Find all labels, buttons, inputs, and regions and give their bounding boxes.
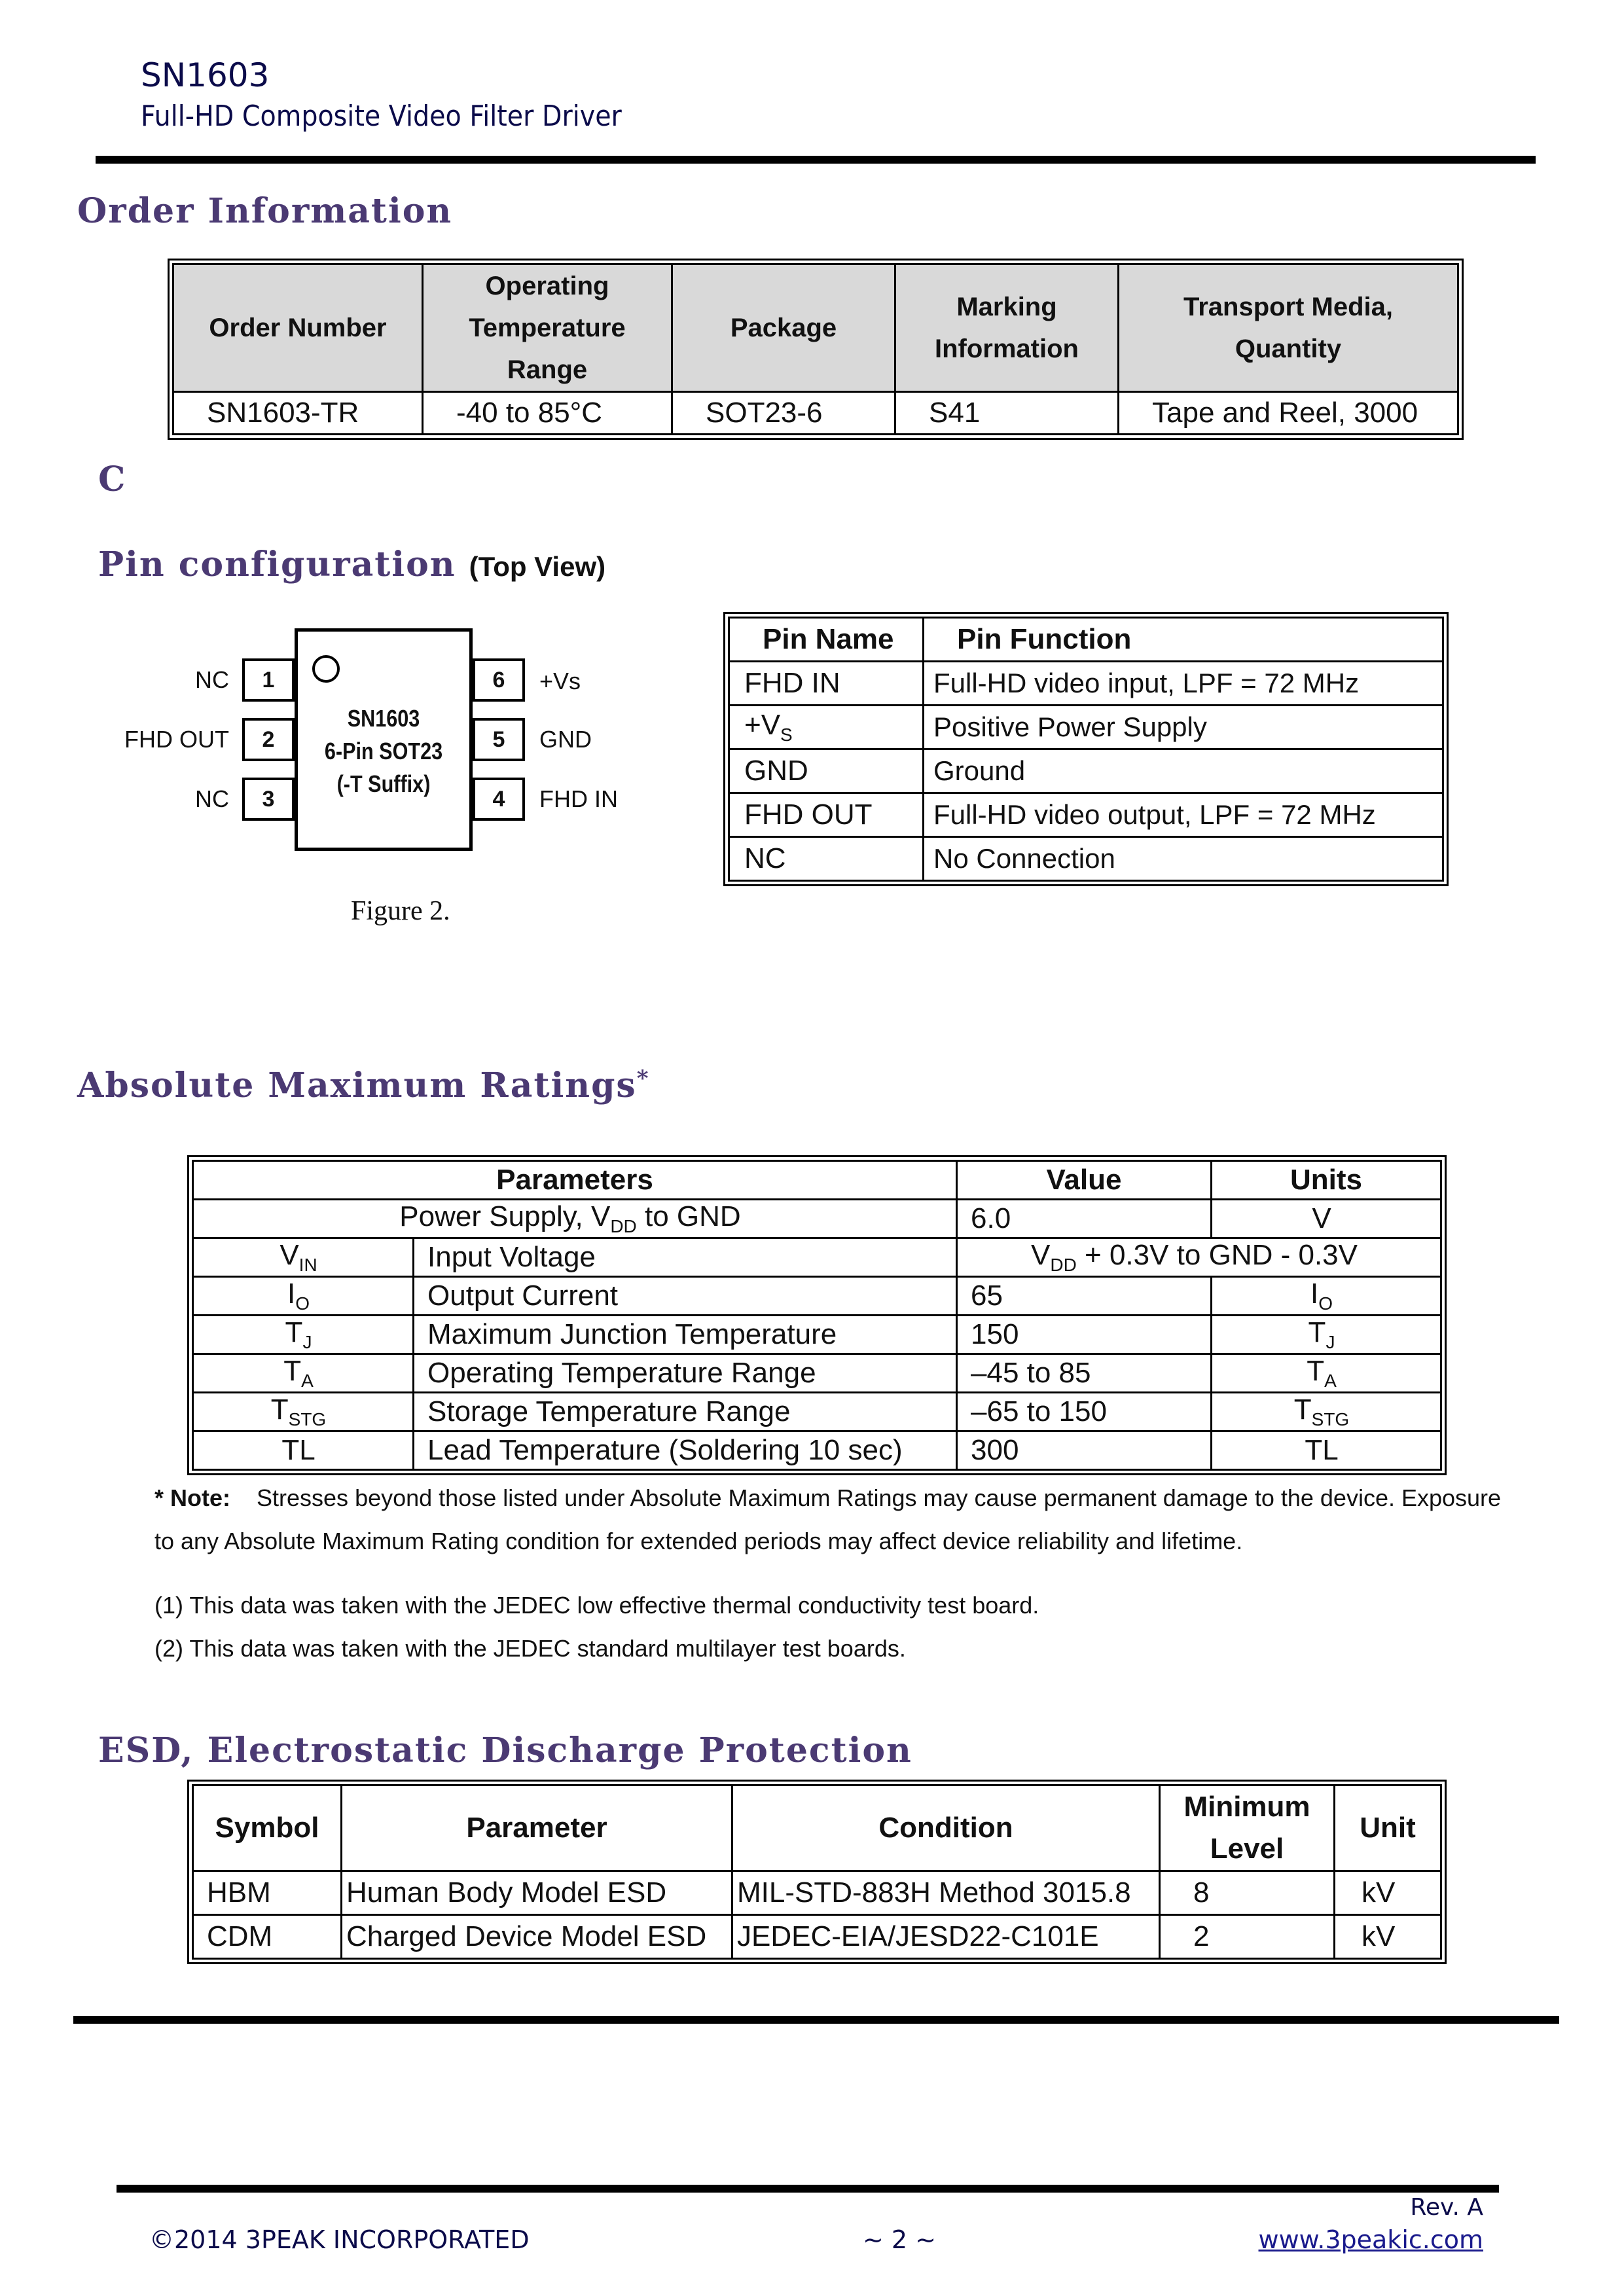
- table-row: [193, 1871, 1441, 1915]
- order-number-cell: SN1603-TR: [173, 392, 423, 435]
- pin-name-cell: NC: [729, 837, 924, 881]
- pin-6: 6: [473, 658, 525, 702]
- pin1-marker-icon: [312, 655, 340, 683]
- esd-header-row: [193, 1785, 1441, 1871]
- table-row: [729, 706, 1443, 749]
- pin-6-label: +Vs: [539, 668, 581, 694]
- footnote-1: (1) This data was taken with the JEDEC low effective thermal conductivity test board.: [154, 1592, 1039, 1619]
- symbol-cell: TL: [193, 1431, 414, 1470]
- symbol-text: T: [285, 1316, 303, 1349]
- symbol-subscript: A: [301, 1370, 314, 1391]
- supply-param-subscript: DD: [610, 1215, 637, 1236]
- col-symbol: Symbol: [193, 1785, 342, 1871]
- col-parameters: Parameters: [193, 1161, 957, 1200]
- symbol-text: T: [283, 1355, 302, 1388]
- pin-2-label: FHD OUT: [124, 726, 229, 753]
- pin-function-cell: No Connection: [924, 837, 1443, 881]
- value-cell: –45 to 85: [957, 1354, 1212, 1393]
- col-condition: Condition: [732, 1785, 1160, 1871]
- table-row: [173, 392, 1458, 435]
- transport-cell: Tape and Reel, 3000: [1119, 392, 1458, 435]
- footer-copyright: ©2014 3PEAK INCORPORATED: [149, 2225, 530, 2254]
- stray-heading-letter: C: [98, 459, 127, 499]
- unit-subscript: A: [1324, 1370, 1337, 1391]
- amr-heading: [77, 1066, 650, 1105]
- col-pin-name: Pin Name: [729, 618, 924, 662]
- esd-condition-cell: JEDEC-EIA/JESD22-C101E: [732, 1915, 1160, 1959]
- unit-cell: [1212, 1354, 1441, 1393]
- value-suffix: + 0.3V to GND - 0.3V: [1076, 1239, 1358, 1272]
- col-temperature: [423, 264, 672, 392]
- pin-function-cell: Ground: [924, 749, 1443, 793]
- pin-function-cell: Full-HD video input, LPF = 72 MHz: [924, 662, 1443, 706]
- order-table-header-row: [173, 264, 1458, 392]
- pin-function-table: [728, 617, 1444, 882]
- esd-level-cell: 8: [1160, 1871, 1335, 1915]
- unit-subscript: STG: [1311, 1408, 1350, 1429]
- col-marking-line2: Information: [935, 334, 1079, 363]
- parameter-cell: Maximum Junction Temperature: [414, 1316, 957, 1354]
- pin-name-cell: GND: [729, 749, 924, 793]
- pin-config-title: Pin configuration: [98, 545, 456, 584]
- pin-5: 5: [473, 718, 525, 761]
- chip-label-line2: 6-Pin SOT23: [324, 738, 443, 764]
- footer-revision: Rev. A: [1410, 2194, 1483, 2221]
- esd-table: [192, 1784, 1442, 1960]
- symbol-subscript: STG: [288, 1408, 327, 1429]
- amr-note: [154, 1477, 1568, 1563]
- symbol-cell: [193, 1354, 414, 1393]
- amr-title: Absolute Maximum Ratings: [77, 1066, 637, 1105]
- pin-4: 4: [473, 778, 525, 821]
- symbol-subscript: O: [295, 1293, 310, 1314]
- order-info-heading: Order Information: [77, 191, 453, 231]
- esd-heading: ESD, Electrostatic Discharge Protection: [98, 1731, 912, 1770]
- pin-name-cell: FHD OUT: [729, 793, 924, 837]
- unit-text: I: [1310, 1278, 1319, 1310]
- document-subtitle: Full-HD Composite Video Filter Driver: [141, 99, 622, 133]
- table-row: [193, 1393, 1441, 1431]
- note-text-1: Stresses beyond those listed under Absolute Maximum Ratings may cause permanent damage to the device. Exposure: [257, 1484, 1502, 1511]
- chip-body: [295, 628, 473, 851]
- col-package: Package: [672, 264, 895, 392]
- esd-parameter-cell: Charged Device Model ESD: [342, 1915, 732, 1959]
- parameter-cell: Operating Temperature Range: [414, 1354, 957, 1393]
- col-unit: Unit: [1335, 1785, 1441, 1871]
- table-row: [193, 1277, 1441, 1316]
- table-row: [193, 1238, 1441, 1277]
- document-part-number: SN1603: [141, 56, 270, 94]
- unit-cell: [1212, 1316, 1441, 1354]
- footer-website-link[interactable]: www.3peakic.com: [1258, 2225, 1483, 2254]
- table-row: [193, 1354, 1441, 1393]
- value-text: V: [1030, 1239, 1051, 1272]
- value-subscript: DD: [1050, 1254, 1077, 1275]
- col-marking: [895, 264, 1119, 392]
- parameter-cell: Output Current: [414, 1277, 957, 1316]
- footer-rule: [117, 2185, 1499, 2193]
- top-view-label: (Top View): [469, 551, 606, 582]
- unit-text: T: [1308, 1316, 1326, 1349]
- col-pin-function: Pin Function: [924, 618, 1443, 662]
- package-cell: SOT23-6: [672, 392, 895, 435]
- amr-table: [192, 1160, 1442, 1471]
- marking-cell: S41: [895, 392, 1119, 435]
- unit-subscript: J: [1326, 1331, 1335, 1352]
- pin-table-header-row: [729, 618, 1443, 662]
- supply-param-suffix: to GND: [636, 1200, 741, 1233]
- pin-1-label: NC: [195, 666, 229, 693]
- symbol-cell: [193, 1277, 414, 1316]
- esd-level-cell: 2: [1160, 1915, 1335, 1959]
- esd-condition-cell: MIL-STD-883H Method 3015.8: [732, 1871, 1160, 1915]
- supply-param-cell: [193, 1200, 957, 1238]
- amr-note-line2: to any Absolute Maximum Rating condition for extended periods may affect device reliability and lifetime.: [154, 1528, 1243, 1554]
- col-parameter: Parameter: [342, 1785, 732, 1871]
- header-rule: [96, 156, 1536, 164]
- supply-value-cell: 6.0: [957, 1200, 1212, 1238]
- col-units: Units: [1212, 1161, 1441, 1200]
- temperature-cell: -40 to 85°C: [423, 392, 672, 435]
- pin-name-cell: [729, 706, 924, 749]
- symbol-text: I: [287, 1278, 296, 1310]
- pin-name-text: +V: [744, 709, 781, 742]
- unit-cell: TL: [1212, 1431, 1441, 1470]
- note-label: * Note:: [154, 1484, 230, 1511]
- col-value: Value: [957, 1161, 1212, 1200]
- pin-function-cell: Full-HD video output, LPF = 72 MHz: [924, 793, 1443, 837]
- value-cell: [957, 1238, 1441, 1277]
- table-row: [729, 793, 1443, 837]
- footer-page-number: ~ 2 ~: [863, 2225, 937, 2254]
- table-row: [193, 1316, 1441, 1354]
- pin-name-subscript: S: [780, 724, 793, 745]
- value-cell: 150: [957, 1316, 1212, 1354]
- pin-name-cell: FHD IN: [729, 662, 924, 706]
- unit-cell: [1212, 1393, 1441, 1431]
- esd-unit-cell: kV: [1335, 1871, 1441, 1915]
- pin-3: 3: [242, 778, 295, 821]
- table-row: [193, 1915, 1441, 1959]
- col-marking-line1: Marking: [956, 293, 1057, 321]
- value-cell: 65: [957, 1277, 1212, 1316]
- figure-caption: Figure 2.: [351, 896, 450, 926]
- col-temperature-line1: Operating: [485, 272, 609, 300]
- table-row: [729, 749, 1443, 793]
- table-row: [729, 837, 1443, 881]
- esd-symbol-cell: CDM: [193, 1915, 342, 1959]
- col-transport-line1: Transport Media,: [1183, 293, 1394, 321]
- parameter-cell: Lead Temperature (Soldering 10 sec): [414, 1431, 957, 1470]
- esd-unit-cell: kV: [1335, 1915, 1441, 1959]
- symbol-subscript: IN: [298, 1254, 317, 1275]
- chip-label-line1: SN1603: [347, 705, 420, 732]
- symbol-text: T: [270, 1393, 289, 1426]
- amr-note-line1: [154, 1477, 1568, 1520]
- parameter-cell: Storage Temperature Range: [414, 1393, 957, 1431]
- table-row: [193, 1431, 1441, 1470]
- symbol-cell: [193, 1316, 414, 1354]
- content-end-rule: [73, 2016, 1559, 2024]
- esd-parameter-cell: Human Body Model ESD: [342, 1871, 732, 1915]
- unit-cell: [1212, 1277, 1441, 1316]
- footnote-2: (2) This data was taken with the JEDEC standard multilayer test boards.: [154, 1635, 906, 1662]
- supply-unit-cell: V: [1212, 1200, 1441, 1238]
- table-row: [193, 1200, 1441, 1238]
- pin-4-label: FHD IN: [539, 785, 618, 812]
- parameter-cell: Input Voltage: [414, 1238, 957, 1277]
- col-minimum-level-line1: Minimum: [1183, 1791, 1310, 1823]
- table-row: [729, 662, 1443, 706]
- col-order-number: Order Number: [173, 264, 423, 392]
- unit-text: T: [1307, 1355, 1325, 1388]
- pin-config-heading: [98, 545, 605, 584]
- col-temperature-line3: Range: [507, 355, 588, 384]
- unit-text: T: [1293, 1393, 1312, 1426]
- symbol-text: V: [280, 1239, 299, 1272]
- symbol-cell: [193, 1238, 414, 1277]
- esd-symbol-cell: HBM: [193, 1871, 342, 1915]
- value-cell: –65 to 150: [957, 1393, 1212, 1431]
- col-temperature-line2: Temperature: [469, 314, 626, 342]
- col-minimum-level-line2: Level: [1210, 1833, 1284, 1865]
- col-minimum-level: [1160, 1785, 1335, 1871]
- amr-title-asterisk: *: [636, 1066, 650, 1092]
- symbol-cell: [193, 1393, 414, 1431]
- pin-5-label: GND: [539, 726, 592, 753]
- unit-subscript: O: [1318, 1293, 1333, 1314]
- pin-2: 2: [242, 718, 295, 761]
- col-transport: [1119, 264, 1458, 392]
- pin-function-cell: Positive Power Supply: [924, 706, 1443, 749]
- amr-header-row: [193, 1161, 1441, 1200]
- value-cell: 300: [957, 1431, 1212, 1470]
- col-transport-line2: Quantity: [1235, 334, 1342, 363]
- supply-param-text: Power Supply, V: [399, 1200, 611, 1233]
- pin-3-label: NC: [195, 785, 229, 812]
- symbol-subscript: J: [302, 1331, 312, 1352]
- pin-1: 1: [242, 658, 295, 702]
- chip-label-line3: (-T Suffix): [336, 770, 431, 797]
- chip-label: [311, 702, 457, 800]
- order-table: [172, 263, 1459, 435]
- chip-diagram: [111, 615, 648, 877]
